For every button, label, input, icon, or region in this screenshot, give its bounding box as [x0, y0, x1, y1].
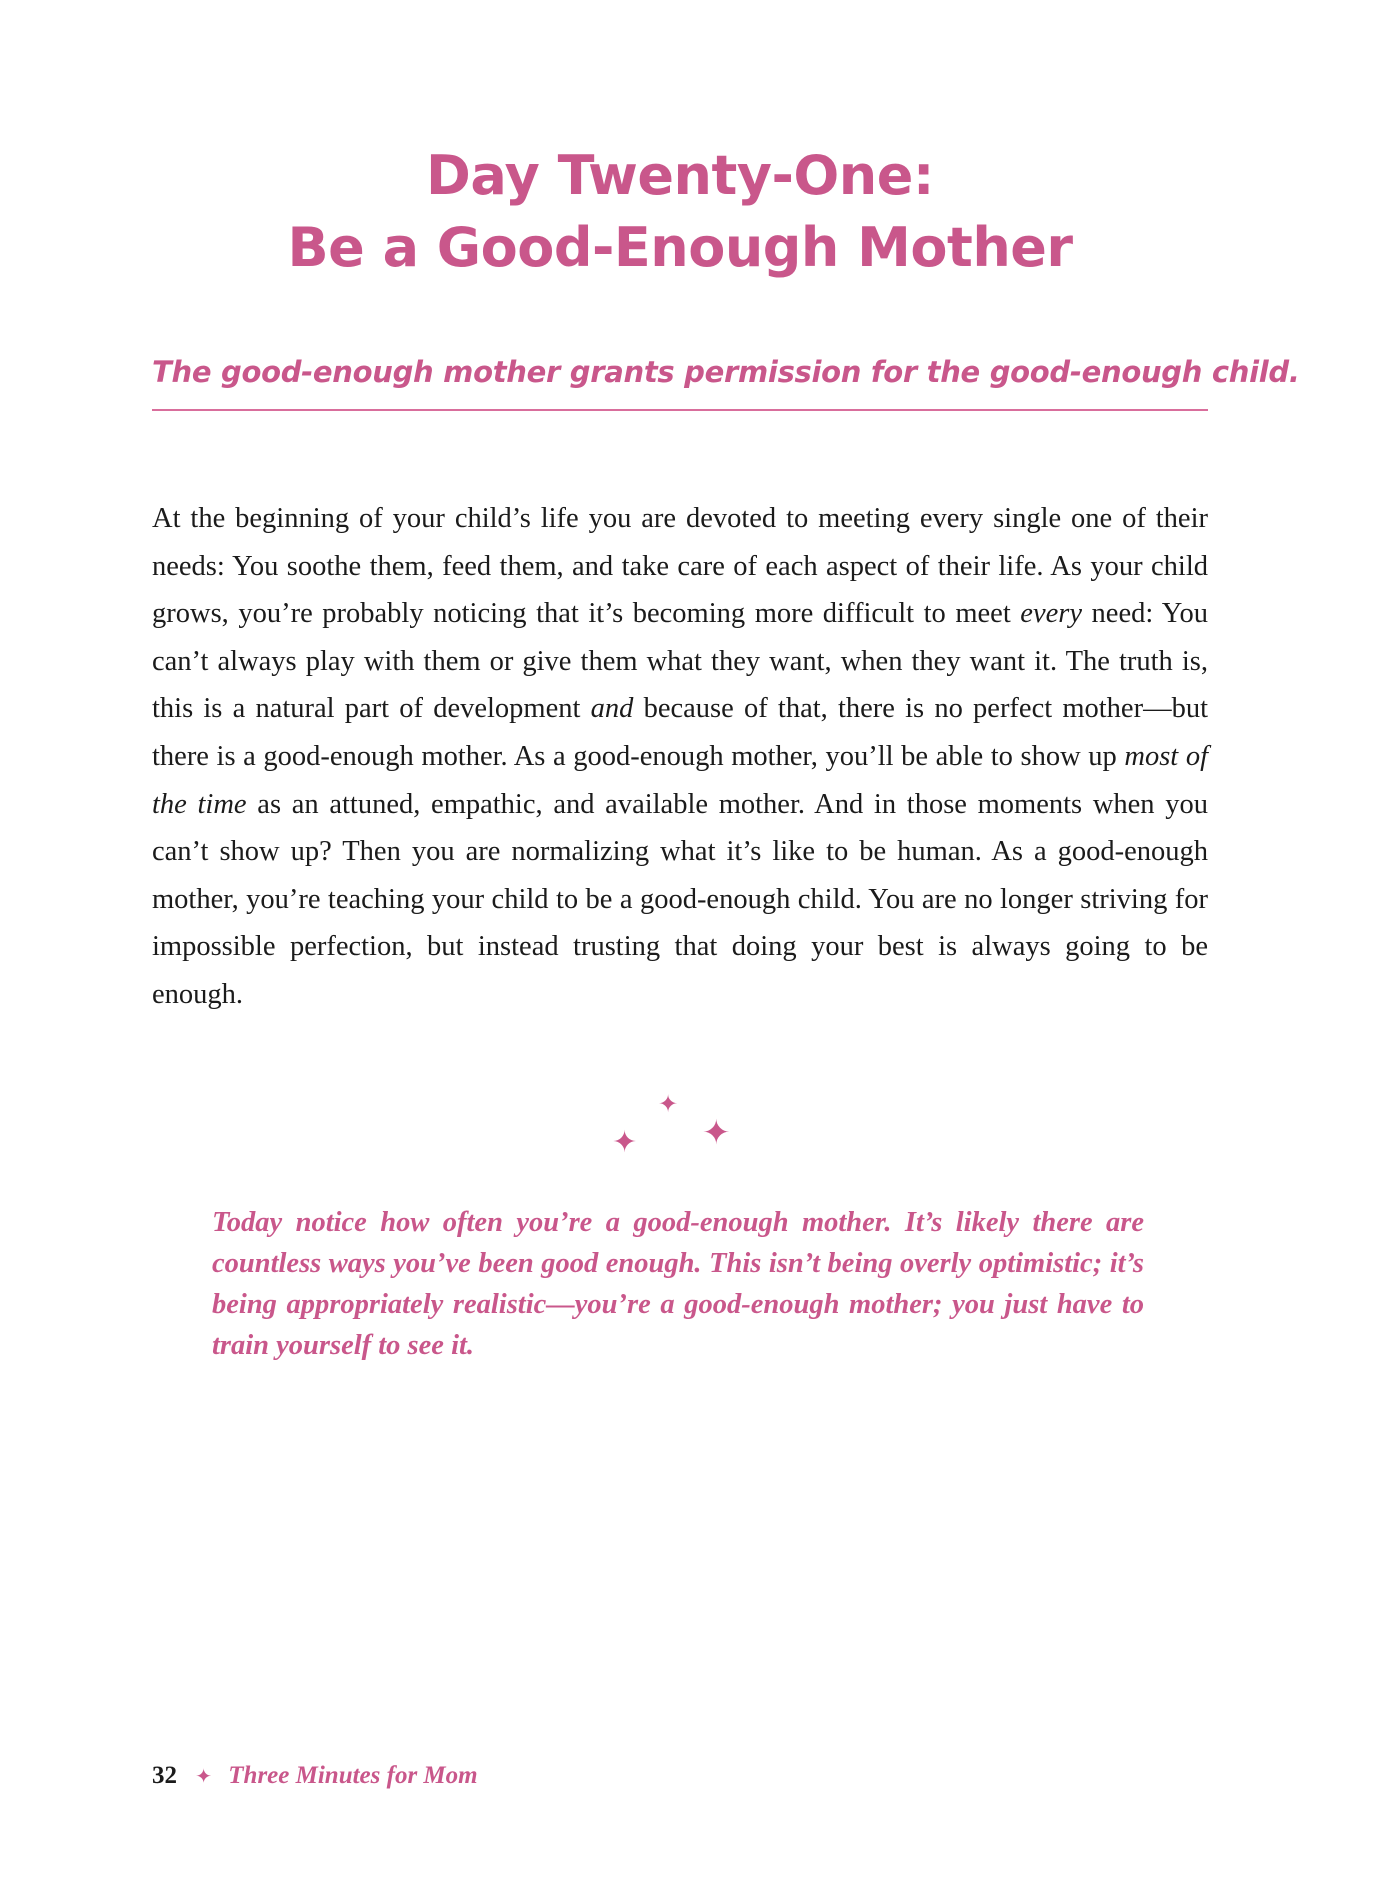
subtitle: The good-enough mother grants permission for the good-enough child. — [152, 355, 1300, 389]
sparkle-star-icon: ✦ — [612, 1125, 638, 1160]
body-emphasis-every: every — [1020, 598, 1082, 630]
body-emphasis-most-of-the-time: most of the time — [152, 740, 1208, 820]
daily-prompt: Today notice how often you’re a good-enough mother. It’s likely there are countless ways you’ve been good enough. This isn’t being overly optimistic; it’s being appropriately realistic—you’re a good-enough mother; you just have to train yourself to see it. — [212, 1207, 1144, 1361]
sparkle-star-icon: ✦ — [658, 1090, 679, 1118]
divider-rule — [152, 409, 1208, 411]
title-line-1: Day Twenty-One: — [426, 144, 934, 207]
page-number: 32 — [152, 1762, 177, 1789]
footer-star-icon: ✦ — [195, 1764, 213, 1788]
title-line-2: Be a Good-Enough Mother — [287, 216, 1073, 279]
body-emphasis-and: and — [590, 693, 634, 725]
body-paragraph — [152, 495, 1208, 1019]
body-text-part-2: need: You can’t always play with them or give them what they want, when they want it. The truth is, this is a natural part of development — [152, 598, 1208, 725]
page-title — [150, 140, 1210, 284]
body-text-part-3: because of that, there is no perfect mother—but there is a good-enough mother. As a good-enough mother, you’ll be able to show up — [152, 693, 1208, 772]
book-title: Three Minutes for Mom — [228, 1762, 478, 1789]
sparkle-stars-icon — [600, 1090, 750, 1170]
sparkle-star-icon: ✦ — [702, 1113, 731, 1153]
body-text-part-1: At the beginning of your child’s life you are devoted to meeting every single one of their needs: You soothe them, feed them, and take care of each aspect of their life. As your child grows, you’re probably noticing that it’s becoming more difficult to meet — [152, 503, 1208, 630]
page-footer — [152, 1760, 478, 1792]
body-text-part-4: as an attuned, empathic, and available mother. And in those moments when you can’t show up? Then you are normalizing what it’s like to be human. As a good-enough mother, you’re teaching your child to be a good-enough child. You are no longer striving for impossible perfection, but instead trusting that doing your best is always going to be enough. — [152, 788, 1209, 1010]
